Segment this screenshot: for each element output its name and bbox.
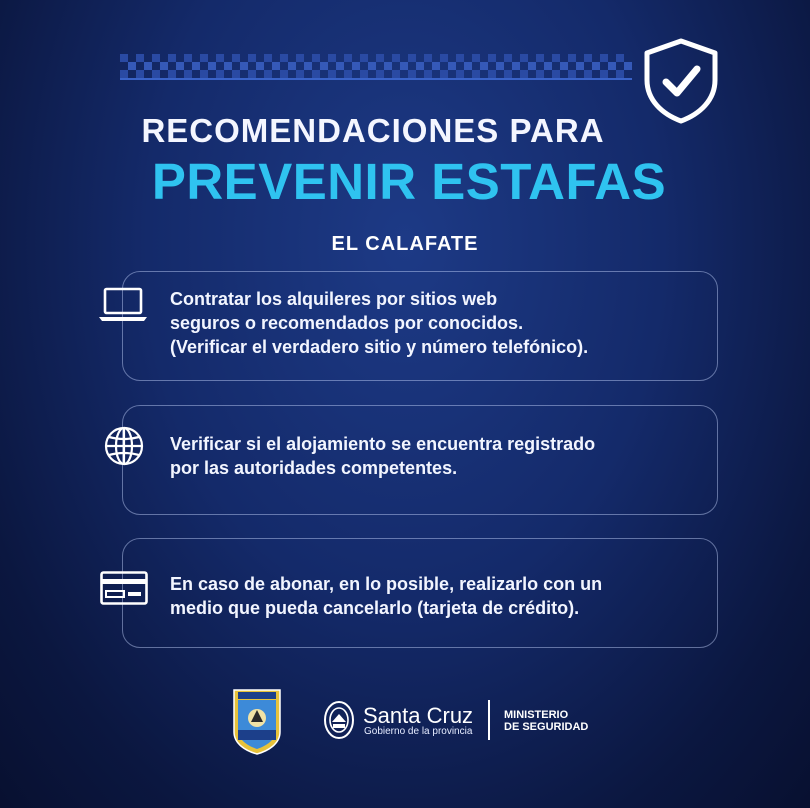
- police-badge-logo: [230, 686, 284, 756]
- recommendation-text-2: Verificar si el alojamiento se encuentra registrado por las autoridades competentes.: [170, 434, 596, 478]
- checkered-band: [120, 54, 632, 80]
- title-line-2: PREVENIR ESTAFAS: [151, 153, 667, 210]
- globe-icon: [103, 425, 145, 467]
- credit-card-icon: [100, 571, 148, 605]
- ministry-line-2: DE SEGURIDAD: [504, 721, 589, 733]
- ministry-line-1: MINISTERIO: [504, 709, 569, 721]
- recommendation-text-1: Contratar los alquileres por sitios web seguros o recomendados por conocidos. (Verificar el verdadero sitio y número telefónico).: [170, 289, 589, 357]
- location-subtitle: EL CALAFATE: [331, 233, 479, 255]
- title-line-1: RECOMENDACIONES PARA: [141, 112, 605, 149]
- laptop-icon: [98, 287, 148, 323]
- province-subtitle: Gobierno de la provincia: [364, 726, 473, 737]
- province-name: Santa Cruz: [363, 703, 474, 728]
- footer-divider: [488, 700, 490, 740]
- ministry-label: [504, 709, 588, 733]
- province-seal-icon: [322, 700, 356, 740]
- recommendation-text-3: En caso de abonar, en lo posible, realizarlo con un medio que pueda cancelarlo (tarjeta de crédito).: [170, 574, 603, 618]
